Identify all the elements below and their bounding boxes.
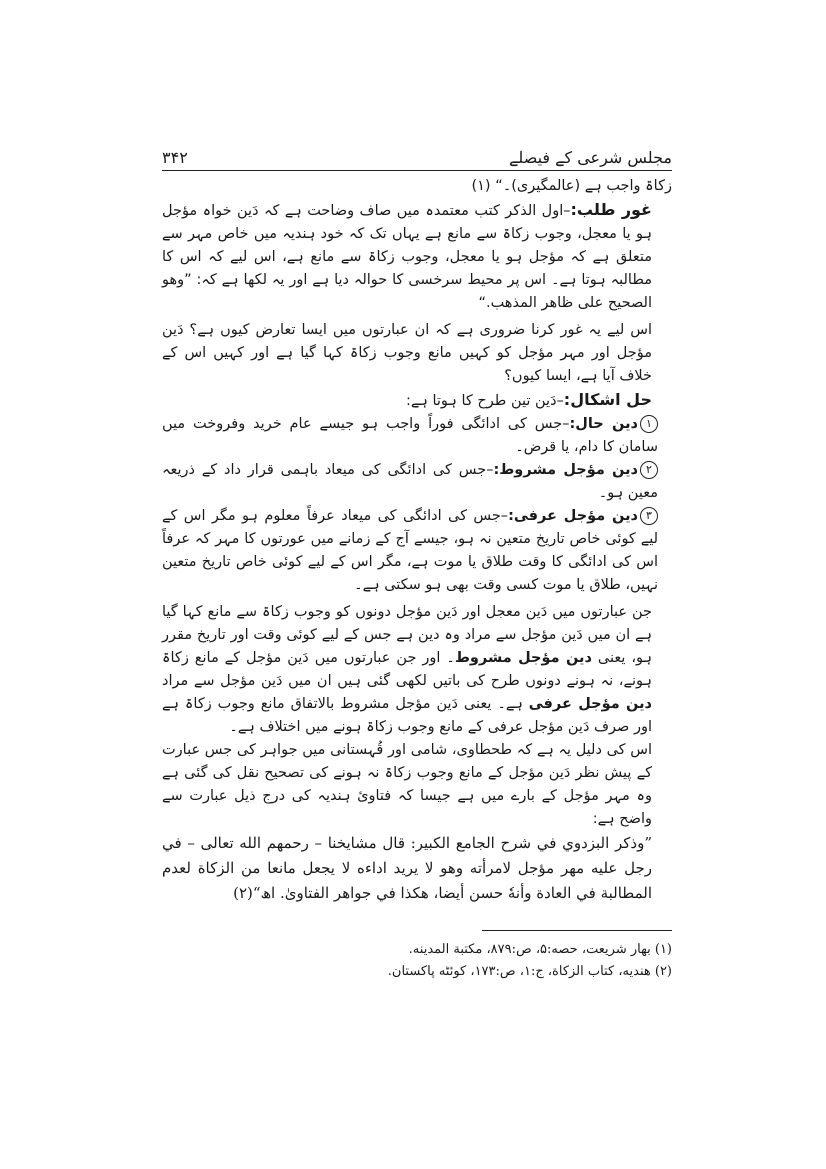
- solution-text: –دَین تین طرح کا ہوتا ہے:: [405, 393, 564, 409]
- running-header: [162, 148, 672, 171]
- item-number-badge: ۱: [640, 415, 658, 433]
- explanation-part-c: ہے۔ یعنی دَین مؤجل مشروط بالاتفاق مانع وجوب زکاۃ ہے اور صرف دَین مؤجل عرفی کے مانع وجوب زکاۃ ہونے میں اختلاف ہے۔: [162, 696, 652, 735]
- footnote-divider: [482, 930, 672, 931]
- arabic-quotation: ”وذكر البزدوي في شرح الجامع الكبير: قال مشايخنا – رحمهم الله تعالى – في رجل عليه مهر مؤجل لامرأته وهو لا يريد اداءه لا يجعل مانعا من الزكاة لعدم المطالبة في العادة وأنهٗ حسن أيضا، هكذا في جواهر الفتاوىٰ. اھ“(۲): [162, 834, 652, 902]
- paragraph-question: اس لیے یہ غور کرنا ضروری ہے کہ ان عبارتوں میں ایسا تعارض کیوں ہے؟ دَین مؤجل اور مہر مؤجل کو کہیں مانع وجوب زکاۃ کہا گیا ہے اور کہیں اس کے خلاف آیا ہے، ایسا کیوں؟: [162, 322, 652, 384]
- explanation-part-b: ۔ اور جن عبارتوں میں دَین مؤجل کے مانع زکاۃ ہونے، نہ ہونے دونوں طرح کی باتیں لکھی گئی ہیں ان میں دَین مؤجل سے مراد: [162, 650, 652, 689]
- paragraph-solution: [162, 388, 672, 413]
- footnote-1: (۱) بهار شريعت، حصه:۵، ص:۸۷۹، مكتبة المدينه.: [408, 942, 672, 957]
- continued-line: زکاۃ واجب ہے (عالمگیری)۔“ (۱): [471, 178, 672, 194]
- item-label: دین مؤجل مشروط:: [493, 462, 638, 478]
- explanation-bold-term-1: دین مؤجل مشروط: [454, 650, 592, 666]
- footnote-2: (۲) هنديه، كتاب الزكاة، ج:۱، ص:۱۷۳، كوئٹه پاكستان.: [387, 964, 672, 979]
- item-number-badge: ۲: [640, 461, 658, 479]
- item-text: –جس کی ادائگی کی میعاد باہمی قرار داد کے ذریعہ معین ہو۔: [162, 462, 658, 501]
- paragraph-explanation: [162, 601, 672, 739]
- list-item-dain-muajjal-urfi: [162, 505, 672, 597]
- document-page: [162, 148, 672, 983]
- paragraph-label: غور طلب:: [570, 200, 652, 219]
- item-label: دین حال:: [569, 416, 638, 432]
- explanation-bold-term-2: دین مؤجل عرفی: [528, 696, 652, 712]
- item-label: دین مؤجل عرفی:: [508, 508, 638, 524]
- book-title: مجلس شرعی کے فیصلے: [509, 148, 672, 167]
- paragraph-evidence: اس کی دلیل یہ ہے کہ طحطاوی، شامی اور قُہستانی میں جواہر کی جس عبارت کے پیش نظر دَین مؤجل کے مانع وجوب زکاۃ نہ ہونے کی تصحیح نقل کی گئی ہے وہ مہر مؤجل کے بارے میں ہے جیسا کہ فتاوئ ہندیہ کی درج ذیل عبارت سے واضح ہے:: [162, 742, 652, 827]
- list-item-dain-haal: [162, 413, 672, 459]
- item-text: –جس کی ادائگی فوراً واجب ہو جیسے عام خرید وفروخت میں سامان کا دام، یا قرض۔: [162, 416, 658, 455]
- page-number: ۳۴۲: [162, 148, 188, 167]
- paragraph-ghor-talab: [162, 198, 672, 315]
- item-number-badge: ۳: [640, 507, 658, 525]
- item-text: –جس کی ادائگی کی میعاد عرفاً معلوم ہو مگر اس کے لیے کوئی خاص تاریخ متعین نہ ہو، جیسے آج کے زمانے میں عورتوں کا مہر کہ عرفاً اس کی ادائگی کا وقت طلاق یا موت ہے، مگر اس کے لیے کوئی خاص تاریخ متعین نہیں، طلاق یا موت کسی وقت بھی ہو سکتی ہے۔: [162, 508, 658, 593]
- explanation-part-a: جن عبارتوں میں دَین معجل اور دَین مؤجل دونوں کو وجوب زکاۃ سے مانع کہا گیا ہے ان میں دَین مؤجل سے مراد وہ دین ہے جس کے لیے کوئی وقت اور تاریخ مقرر ہو، یعنی: [162, 604, 652, 666]
- solution-label: حل اشکال:: [563, 390, 652, 409]
- list-item-dain-muajjal-mashroot: [162, 459, 672, 505]
- paragraph-text: –اول الذکر کتب معتمدہ میں صاف وضاحت ہے کہ دَین خواہ مؤجل ہو یا معجل، وجوب زکاۃ سے مانع ہے یہاں تک کہ خود ہندیہ میں خاص مہر سے متعلق ہے کہ مؤجل ہو یا معجل، وجوب زکاۃ سے مانع ہے، اس لیے کہ اس کا مطالبہ ہوتا ہے۔ اس پر محیط سرخسی کا حوالہ دیا ہے اور یہ لکھا ہے کہ: ”وهو الصحيح على ظاهر المذهب.“: [162, 203, 652, 311]
